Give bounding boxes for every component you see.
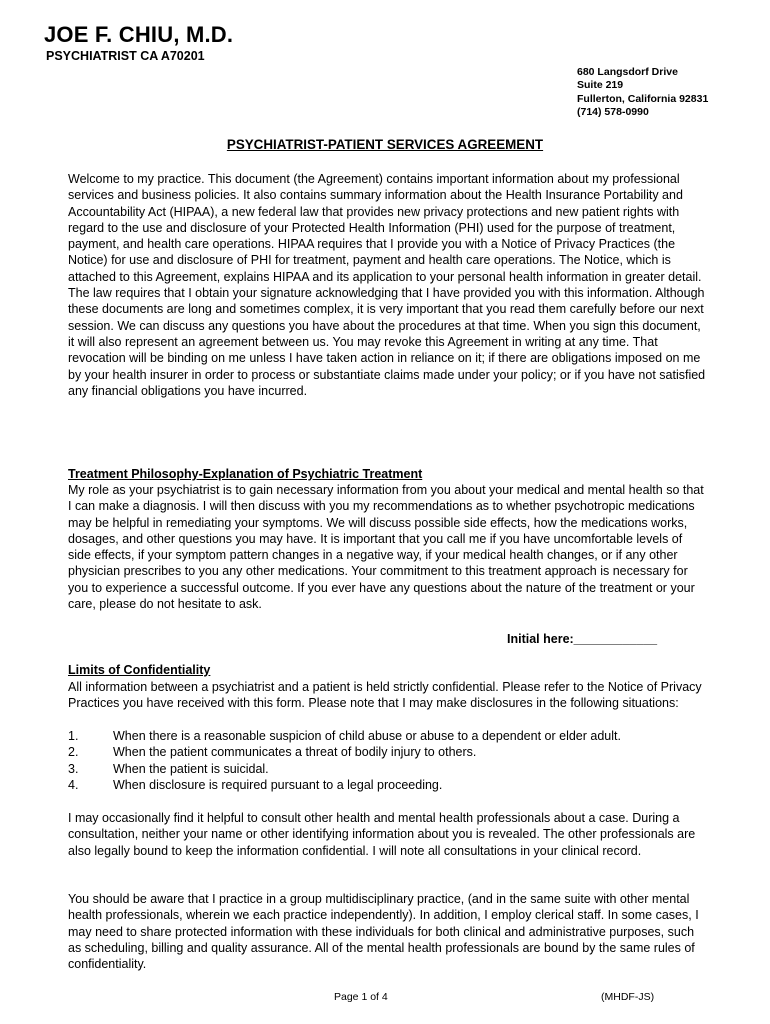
intro-paragraph: Welcome to my practice. This document (the Agreement) contains important information about my professional services and business policies. It also contains summary information about the Health Insurance Portability and Accountability Act (HIPAA), a new federal law that provides new privacy protections and new patient rights with regard to the use and disclosure of your Protected Health Information (PHI) used for the purpose of treatment, payment, and health care operations. HIPAA requires that I provide you with a Notice of Privacy Practices (the Notice) for use and disclosure of PHI for treatment, payment and health care operations. The Notice, which is attached to this Agreement, explains HIPAA and its application to your personal health information in greater detail. The law requires that I obtain your signature acknowledging that I have provided you with this information. Although these documents are long and sometimes complex, it is very important that you read them carefully before our next session. We can discuss any questions you have about the procedures at that time. When you sign this document, it will also represent an agreement between us. You may revoke this Agreement in writing at any time. That revocation will be binding on me unless I have taken action in reliance on it; if there are obligations imposed on me by your health insurer in order to process or substantiate claims made under your policy; or if you have not satisfied any financial obligations you have incurred.	[68, 172, 706, 398]
physician-name: JOE F. CHIU, M.D.	[44, 22, 234, 47]
list-item	[68, 777, 708, 793]
list-item-text: When there is a reasonable suspicion of child abuse or abuse to a dependent or elder adult.	[113, 729, 621, 743]
list-item-text: When the patient communicates a threat of bodily injury to others.	[113, 745, 477, 760]
group-practice-paragraph: You should be aware that I practice in a group multidisciplinary practice, (and in the same suite with other mental health professionals, wherein we each practice independently). In addition, I employ clerical staff. In some cases, I may need to share protected information with these individuals for both clinical and administrative purposes, such as scheduling, billing and quality assurance. All of the mental health professionals are bound by the same rules of confidentiality.	[68, 892, 699, 972]
address-phone: (714) 578-0990	[577, 105, 649, 118]
list-item-number: 3.	[68, 761, 79, 776]
consultation-paragraph: I may occasionally find it helpful to consult other health and mental health professionals about a case. During a consultation, neither your name or other identifying information about you is revealed. The other professionals are also legally bound to keep the information confidential. I will note all consultations in your clinical record.	[68, 811, 696, 858]
list-item	[68, 761, 708, 777]
address-suite: Suite 219	[577, 79, 624, 92]
disclosure-list	[68, 728, 708, 793]
treatment-paragraph: My role as your psychiatrist is to gain necessary information from you about your medical and mental health so that I can make a diagnosis. I will then discuss with you my recommendations as to whether psychotropic medications may be helpful in remediating your symptoms. We will discuss possible side effects, how the medications works, dosages, and other questions you may have. It is important that you call me if you have uncomfortable levels of side effects, if your symptom pattern changes in a negative way, if your medical health changes, or if any other physician prescribes to you any other medications. Your commitment to this treatment approach is necessary for you to experience a successful outcome. If you ever have any questions about the nature of the treatment or your care, please do not hesitate to ask.	[68, 483, 704, 612]
list-item-text: When disclosure is required pursuant to a legal proceeding.	[113, 777, 443, 792]
list-item	[68, 728, 708, 744]
list-item	[68, 744, 708, 760]
physician-credentials: PSYCHIATRIST CA A70201	[46, 49, 205, 63]
address-city: Fullerton, California 92831	[577, 92, 709, 105]
list-item-number: 1.	[68, 729, 79, 743]
practice-address	[577, 66, 708, 119]
confidentiality-heading: Limits of Confidentiality	[68, 663, 211, 677]
initial-here-field[interactable]: Initial here:____________	[507, 632, 658, 646]
page-number: Page 1 of 4	[334, 991, 388, 1003]
document-title: PSYCHIATRIST-PATIENT SERVICES AGREEMENT	[226, 137, 544, 152]
form-code: (MHDF-JS)	[601, 991, 655, 1003]
address-street: 680 Langsdorf Drive	[577, 66, 678, 78]
confidentiality-paragraph: All information between a psychiatrist and a patient is held strictly confidential. Please refer to the Notice of Privacy Practices you have received with this form. Please note that I may make disclosures in the following situations:	[68, 680, 702, 711]
list-item-number: 2.	[68, 745, 79, 760]
list-item-number: 4.	[68, 777, 79, 792]
treatment-heading: Treatment Philosophy-Explanation of Psychiatric Treatment	[68, 467, 423, 481]
list-item-text: When the patient is suicidal.	[113, 761, 269, 776]
